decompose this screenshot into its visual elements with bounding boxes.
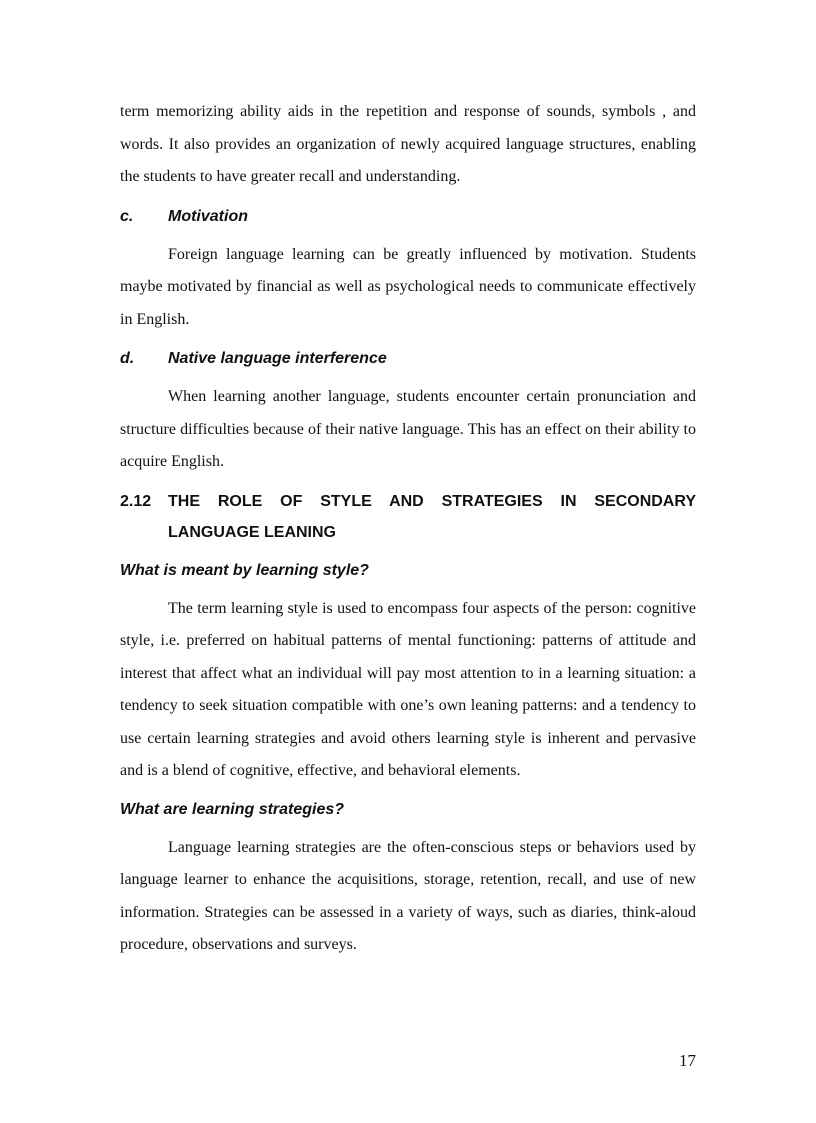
heading-title: Native language interference (168, 350, 387, 367)
page-number: 17 (679, 1051, 696, 1070)
learning-strategies-paragraph: Language learning strategies are the often-conscious steps or behaviors used by language learner to enhance the acquisitions, storage, retention, recall, and use of new information. Strategies can be assessed in a variety of ways, such as diaries, think-aloud procedure, observations and surveys. (120, 838, 696, 953)
heading-marker: d. (120, 350, 135, 367)
motivation-paragraph: Foreign language learning can be greatly influenced by motivation. Students maybe motivated by financial as well as psychological needs to communicate effectively in English. (120, 245, 696, 328)
heading-title: Motivation (168, 207, 248, 225)
heading-motivation (120, 201, 696, 232)
learning-style-paragraph: The term learning style is used to encompass four aspects of the person: cognitive style, i.e. preferred on habitual patterns of mental functioning: patterns of attitude and interest that affect what an individual will pay most attention to in a learning situation: a tendency to seek situation compatible with one’s own leaning patterns: and a tendency to use certain learning strategies and avoid others learning style is inherent and pervasive and is a blend of cognitive, effective, and behavioral elements. (120, 599, 696, 779)
heading-native-language-interference (120, 343, 696, 374)
section-heading (120, 486, 696, 548)
intro-paragraph: term memorizing ability aids in the repetition and response of sounds, symbols , and words. It also provides an organization of newly acquired language structures, enabling the students to have greater recall and understanding. (120, 103, 696, 185)
section-number: 2.12 (120, 492, 152, 510)
heading-marker: c. (120, 207, 134, 225)
question-learning-strategies: What are learning strategies? (120, 800, 345, 818)
question-learning-style: What is meant by learning style? (120, 561, 369, 579)
section-title: THE ROLE OF STYLE AND STRATEGIES IN SECONDARY LANGUAGE LEANING (168, 492, 696, 541)
interference-paragraph: When learning another language, students encounter certain pronunciation and structure difficulties because of their native language. This has an effect on their ability to acquire English. (120, 388, 696, 470)
page-content (120, 96, 696, 962)
